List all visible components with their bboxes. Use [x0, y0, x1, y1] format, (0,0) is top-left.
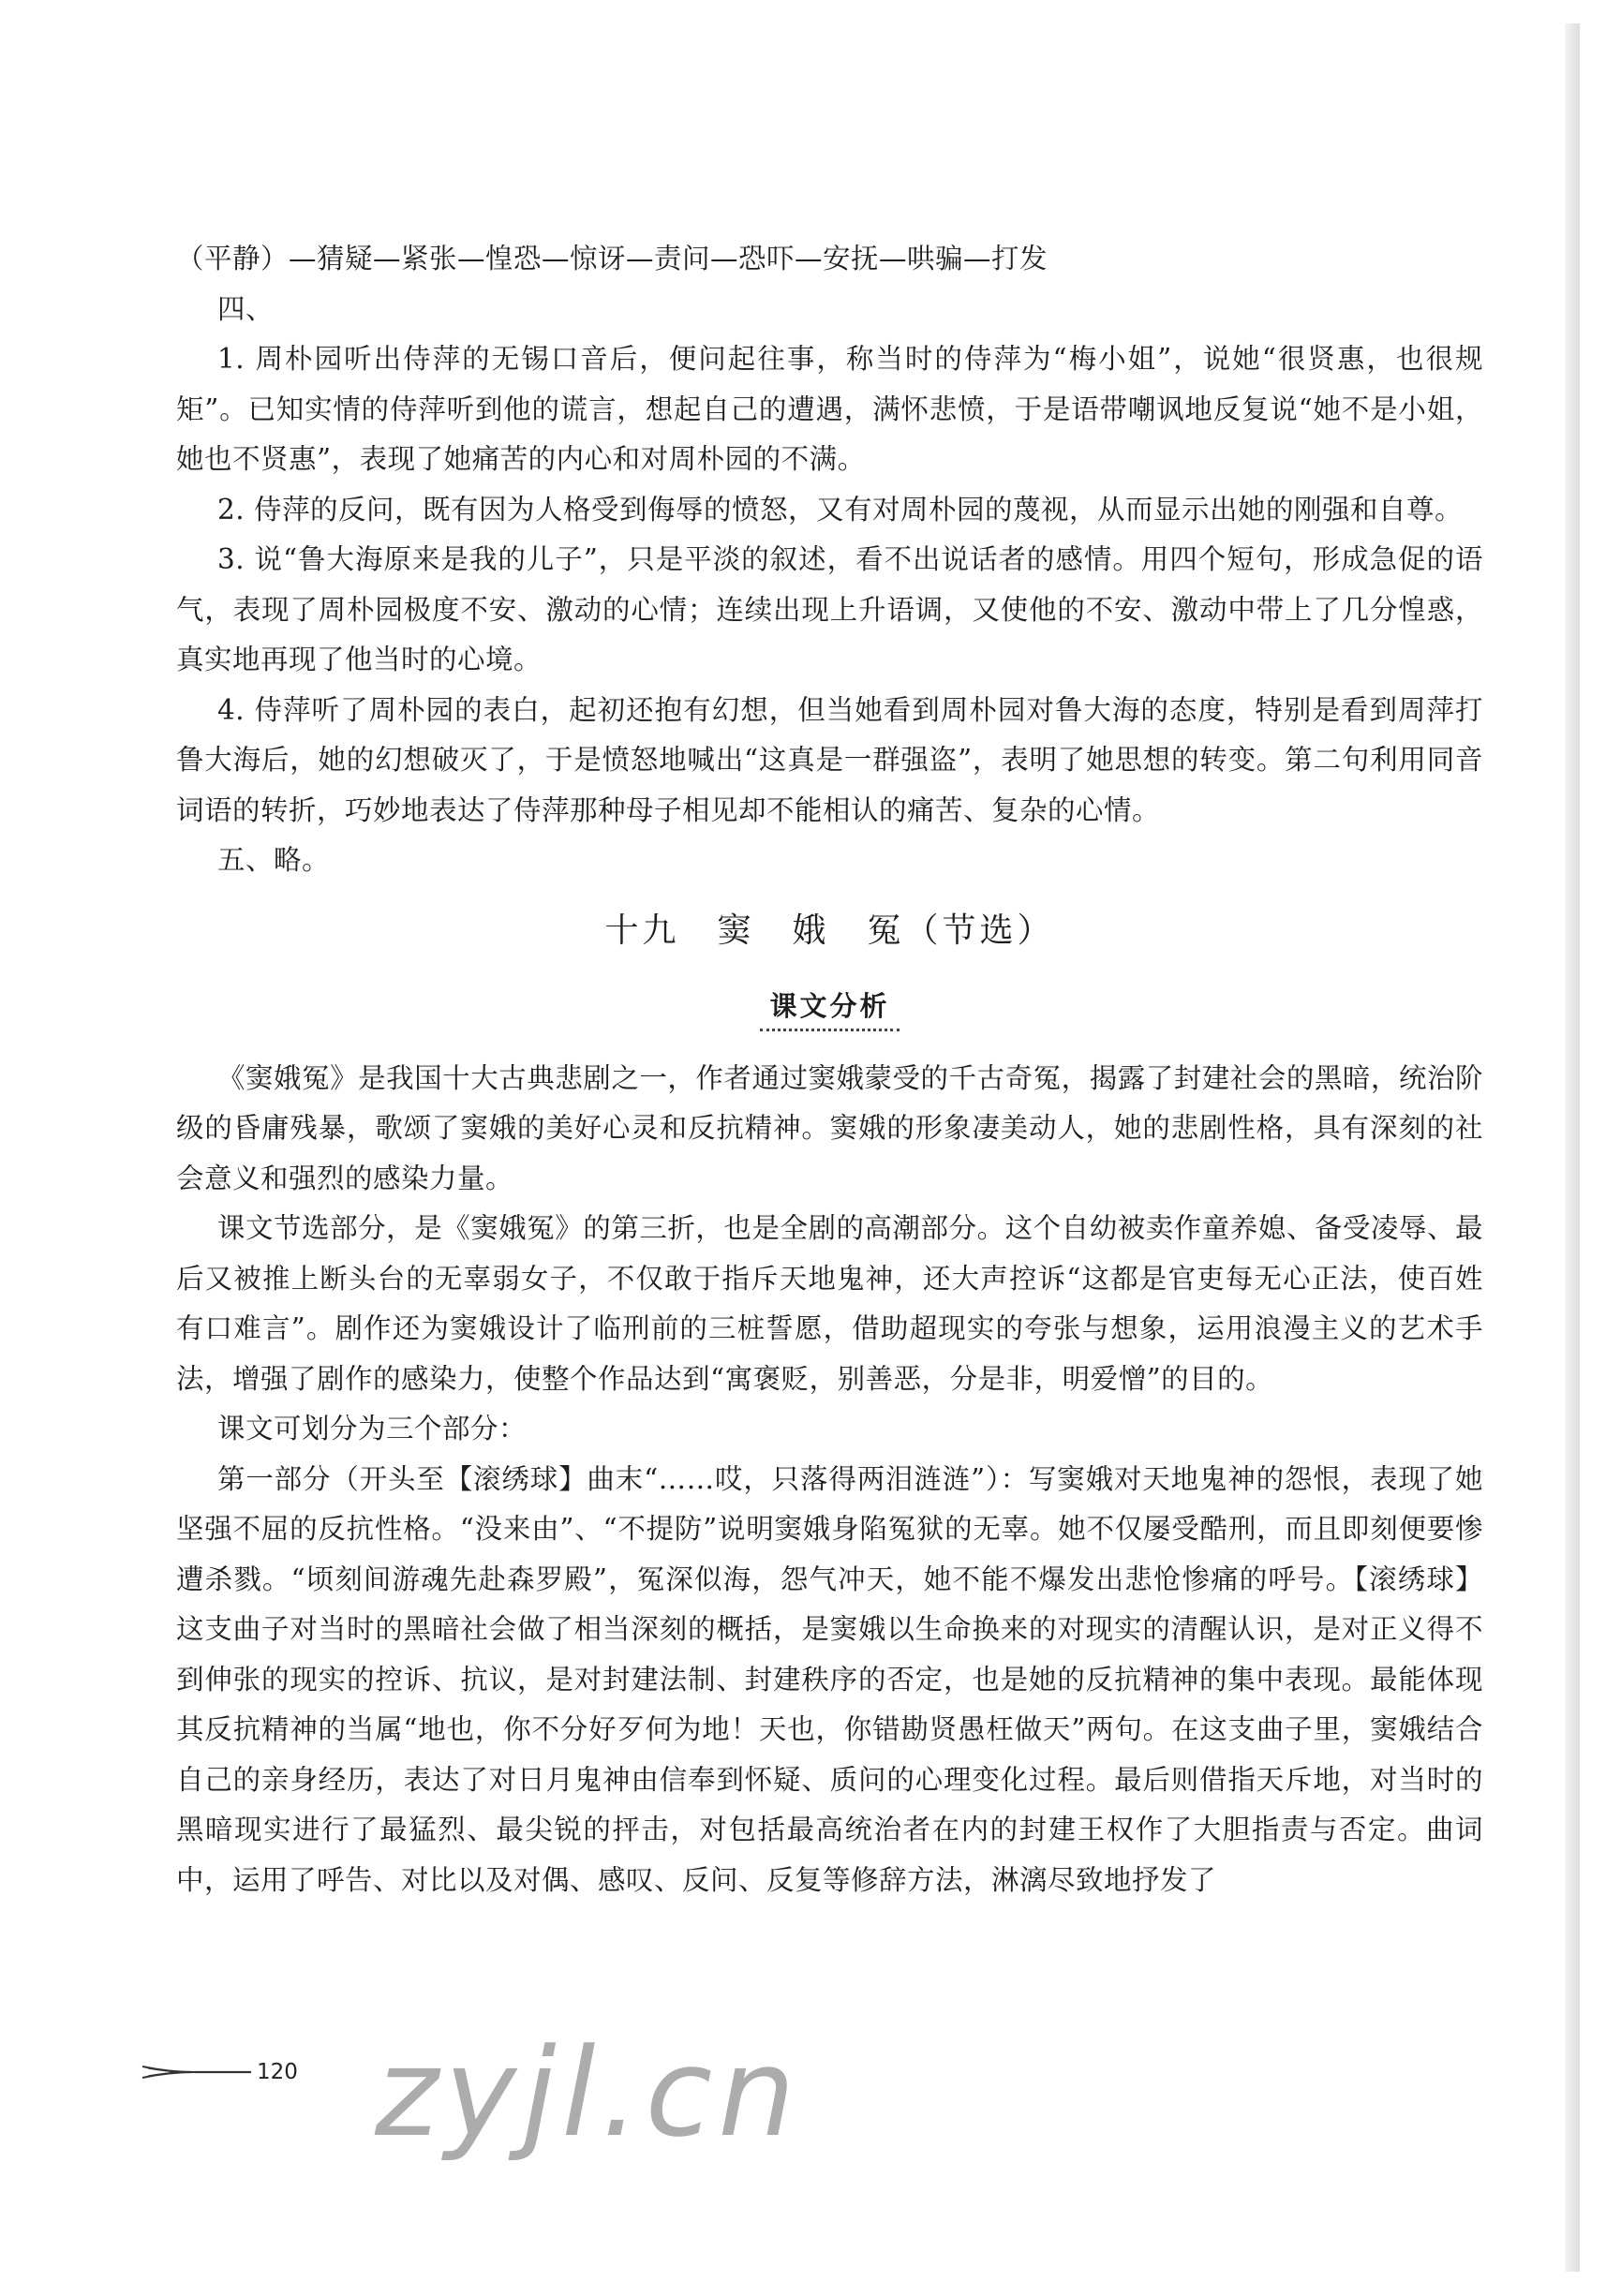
- emotion-sequence: （平静）—猜疑—紧张—惶恐—惊讶—责问—恐吓—安抚—哄骗—打发: [176, 243, 1048, 274]
- page-edge-shadow: [1565, 23, 1580, 2272]
- page-footer: [141, 2057, 298, 2087]
- analysis-paragraph-3: 课文可划分为三个部分：: [217, 1413, 528, 1444]
- answer-item-2: 2. 侍萍的反问，既有因为人格受到侮辱的愤怒，又有对周朴园的蔑视，从而显示出她的刚强和自尊。: [217, 493, 1464, 526]
- answer-item-4: 4. 侍萍听了周朴园的表白，起初还抱有幻想，但当她看到周朴园对鲁大海的态度，特别是看到周萍打鲁大海后，她的幻想破灭了，于是愤怒地喊出“这真是一群强盗”，表明了她思想的转变。第二句利用同音词语的转折，巧妙地表达了侍萍那种母子相见却不能相认的痛苦、复杂的心情。: [176, 693, 1483, 826]
- page-content: [176, 234, 1483, 1905]
- scissors-line-icon: [141, 2057, 253, 2087]
- section-four-heading: 四、: [217, 292, 275, 325]
- watermark: zyjl.cn: [375, 2022, 801, 2164]
- answer-item-3: 3. 说“鲁大海原来是我的儿子”，只是平淡的叙述，看不出说话者的感情。用四个短句，形成急促的语气，表现了周朴园极度不安、激动的心情；连续出现上升语调，又使他的不安、激动中带上了几分惶惑，真实地再现了他当时的心境。: [176, 543, 1483, 675]
- section-heading-wrap: [176, 982, 1483, 1031]
- analysis-paragraph-4: 第一部分（开头至【滚绣球】曲末“……哎，只落得两泪涟涟”）：写窦娥对天地鬼神的怨恨，表现了她坚强不屈的反抗性格。“没来由”、“不提防”说明窦娥身陷冤狱的无辜。她不仅屡受酷刑，而且即刻便要惨遭杀戮。“顷刻间游魂先赴森罗殿”，冤深似海，怨气冲天，她不能不爆发出悲怆惨痛的呼号。【滚绣球】这支曲子对当时的黑暗社会做了相当深刻的概括，是窦娥以生命换来的对现实的清醒认识，是对正义得不到伸张的现实的控诉、抗议，是对封建法制、封建秩序的否定，也是她的反抗精神的集中表现。最能体现其反抗精神的当属“地也，你不分好歹何为地！天也，你错勘贤愚枉做天”两句。在这支曲子里，窦娥结合自己的亲身经历，表达了对日月鬼神由信奉到怀疑、质问的心理变化过程。最后则借指天斥地，对当时的黑暗现实进行了最猛烈、最尖锐的抨击，对包括最高统治者在内的封建王权作了大胆指责与否定。曲词中，运用了呼告、对比以及对偶、感叹、反问、反复等修辞方法，淋漓尽致地抒发了: [176, 1462, 1483, 1896]
- answer-item-1: 1. 周朴园听出侍萍的无锡口音后，便问起往事，称当时的侍萍为“梅小姐”，说她“很贤惠，也很规矩”。已知实情的侍萍听到他的谎言，想起自己的遭遇，满怀悲愤，于是语带嘲讽地反复说“她不是小姐，她也不贤惠”，表现了她痛苦的内心和对周朴园的不满。: [176, 343, 1483, 475]
- page-number: 120: [257, 2060, 298, 2084]
- analysis-paragraph-2: 课文节选部分，是《窦娥冤》的第三折，也是全剧的高潮部分。这个自幼被卖作童养媳、备受凌辱、最后又被推上断头台的无辜弱女子，不仅敢于指斥天地鬼神，还大声控诉“这都是官吏每无心正法，使百姓有口难言”。剧作还为窦娥设计了临刑前的三桩誓愿，借助超现实的夸张与想象，运用浪漫主义的艺术手法，增强了剧作的感染力，使整个作品达到“寓褒贬，别善恶，分是非，明爱憎”的目的。: [176, 1212, 1483, 1395]
- analysis-paragraph-1: 《窦娥冤》是我国十大古典悲剧之一，作者通过窦娥蒙受的千古奇冤，揭露了封建社会的黑暗，统治阶级的昏庸残暴，歌颂了窦娥的美好心灵和反抗精神。窦娥的形象凄美动人，她的悲剧性格，具有深刻的社会意义和强烈的感染力量。: [176, 1061, 1483, 1194]
- section-title: 课文分析: [760, 982, 899, 1031]
- section-five-heading: 五、略。: [217, 844, 331, 876]
- chapter-title: 十九 窦 娥 冤（节选）: [604, 911, 1055, 950]
